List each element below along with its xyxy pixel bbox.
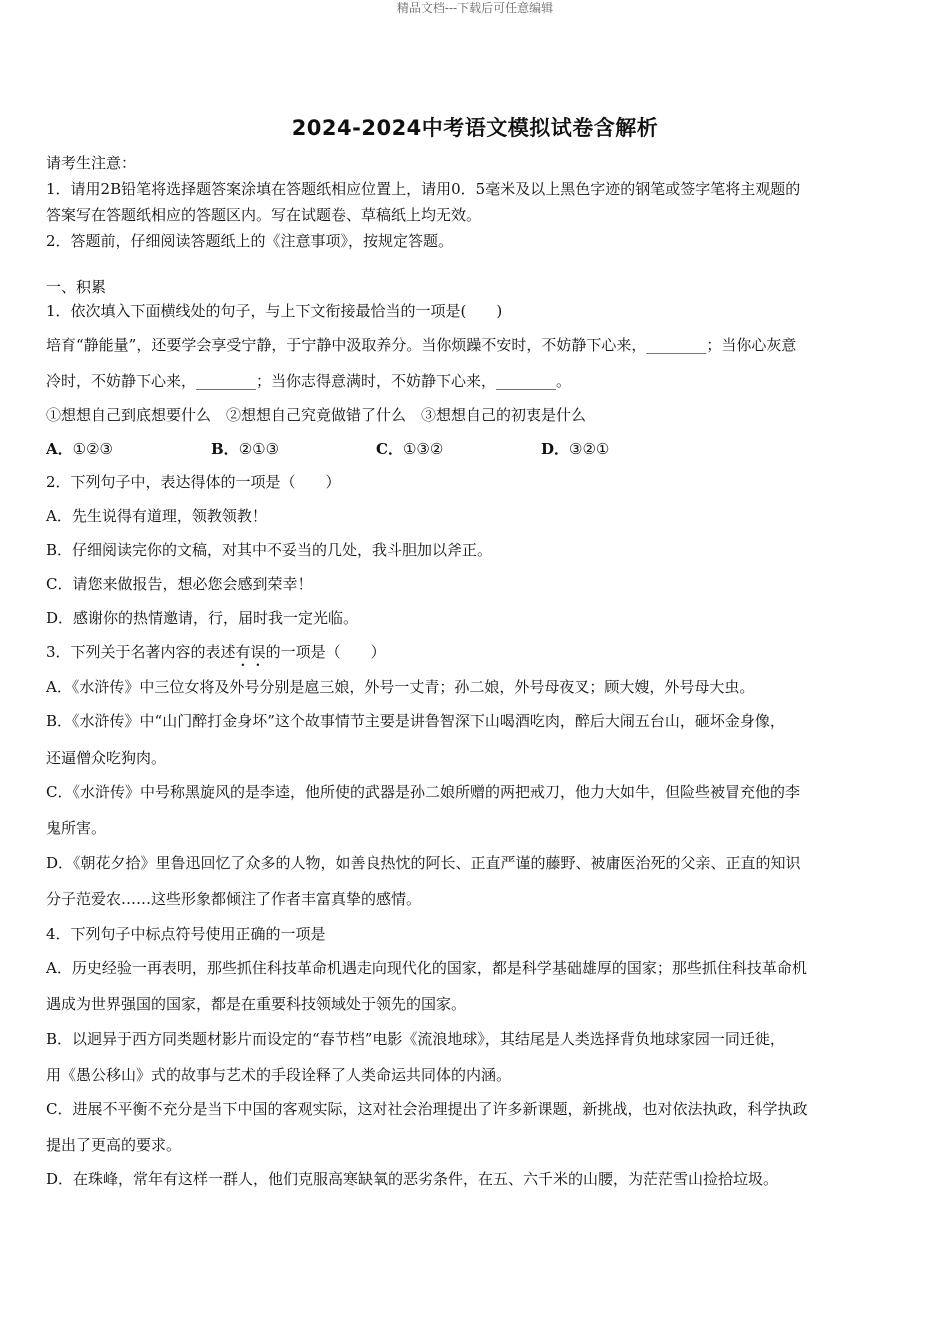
q3-emphasis: 有误 — [235, 643, 266, 661]
q1-passage: 培育“静能量”，还要学会享受宁静，于宁静中汲取养分。当你烦躁不安时，不妨静下心来，________；当你心灰意 — [46, 336, 797, 354]
q1-option-c[interactable]: C．①③② — [376, 440, 444, 458]
q2-option-d[interactable]: D．感谢你的热情邀请，行，届时我一定光临。 — [46, 609, 359, 627]
q4-option-b[interactable]: B．以迥异于西方同类题材影片而设定的“春节档”电影《流浪地球》，其结尾是人类选择背负地球家园一同迁徙， — [46, 1030, 785, 1048]
section-heading: 一、积累 — [46, 278, 107, 296]
q4-option-a-cont: 遇成为世界强国的国家，都是在重要科技领域处于领先的国家。 — [46, 995, 467, 1013]
q4-option-c[interactable]: C．进展不平衡不充分是当下中国的客观实际，这对社会治理提出了许多新课题，新挑战，也对依法执政，科学执政 — [46, 1100, 808, 1118]
q2-option-c[interactable]: C．请您来做报告，想必您会感到荣幸！ — [46, 575, 313, 593]
q2-stem: 2．下列句子中，表达得体的一项是（ ） — [46, 473, 341, 491]
notice-item-1-cont: 答案写在答题纸相应的答题区内。写在试题卷、草稿纸上均无效。 — [46, 206, 482, 224]
q4-option-b-cont: 用《愚公移山》式的故事与艺术的手段诠释了人类命运共同体的内涵。 — [46, 1066, 512, 1084]
q3-option-d[interactable]: D．《朝花夕拾》里鲁迅回忆了众多的人物，如善良热忱的阿长、正直严谨的藤野、被庸医治死的父亲、正直的知识 — [46, 854, 801, 872]
q4-option-c-cont: 提出了更高的要求。 — [46, 1136, 182, 1154]
q2-option-a[interactable]: A．先生说得有道理，领教领教！ — [46, 507, 267, 525]
q1-passage-cont: 冷时，不妨静下心来，________；当你志得意满时，不妨静下心来，________。 — [46, 372, 572, 390]
q1-option-d[interactable]: D．③②① — [541, 440, 610, 458]
q1-options — [46, 437, 904, 461]
q3-option-c-cont: 鬼所害。 — [46, 819, 107, 837]
q3-option-c[interactable]: C．《水浒传》中号称黑旋风的是李逵，他所使的武器是孙二娘所赠的两把戒刀，他力大如牛，但险些被冒充他的李 — [46, 783, 800, 801]
notice-item-2: 2．答题前，仔细阅读答题纸上的《注意事项》，按规定答题。 — [46, 232, 454, 250]
watermark: 精品文档---下载后可任意编辑 — [396, 1, 554, 15]
q1-option-b[interactable]: B．②①③ — [211, 440, 280, 458]
q1-sentences: ①想想自己到底想要什么 ②想想自己究竟做错了什么 ③想想自己的初衷是什么 — [46, 406, 587, 424]
notice-heading: 请考生注意： — [46, 154, 137, 172]
q2-option-b[interactable]: B．仔细阅读完你的文稿，对其中不妥当的几处，我斗胆加以斧正。 — [46, 541, 493, 559]
q3-option-d-cont: 分子范爱农……这些形象都倾注了作者丰富真挚的感情。 — [46, 890, 422, 908]
q3-stem: 3．下列关于名著内容的表述有误的一项是（ ） — [46, 643, 386, 661]
q1-stem: 1．依次填入下面横线处的句子，与上下文衔接最恰当的一项是( ) — [46, 302, 503, 320]
notice — [46, 150, 904, 254]
notice-item-1: 1．请用2B铅笔将选择题答案涂填在答题纸相应位置上，请用0．5毫米及以上黑色字迹的钢笔或签字笔将主观题的 — [46, 180, 801, 198]
q3-option-b-cont: 还逼僧众吃狗肉。 — [46, 749, 167, 767]
q4-option-d[interactable]: D．在珠峰，常年有这样一群人，他们克服高寒缺氧的恶劣条件，在五、六千米的山腰，为茫茫雪山捡拾垃圾。 — [46, 1170, 779, 1188]
q4-option-a[interactable]: A．历史经验一再表明，那些抓住科技革命机遇走向现代化的国家，都是科学基础雄厚的国家；那些抓住科技革命机 — [46, 959, 807, 977]
q3-option-b[interactable]: B．《水浒传》中“山门醉打金身坏”这个故事情节主要是讲鲁智深下山喝酒吃肉，醉后大闹五台山，砸坏金身像， — [46, 712, 785, 730]
q4-stem: 4．下列句子中标点符号使用正确的一项是 — [46, 925, 326, 943]
q3-option-a[interactable]: A．《水浒传》中三位女将及外号分别是扈三娘，外号一丈青；孙二娘，外号母夜叉；顾大嫂，外号母大虫。 — [46, 678, 755, 696]
q1-option-a[interactable]: A．①②③ — [46, 440, 113, 458]
page-title: 2024-2024中考语文模拟试卷含解析 — [291, 116, 659, 140]
